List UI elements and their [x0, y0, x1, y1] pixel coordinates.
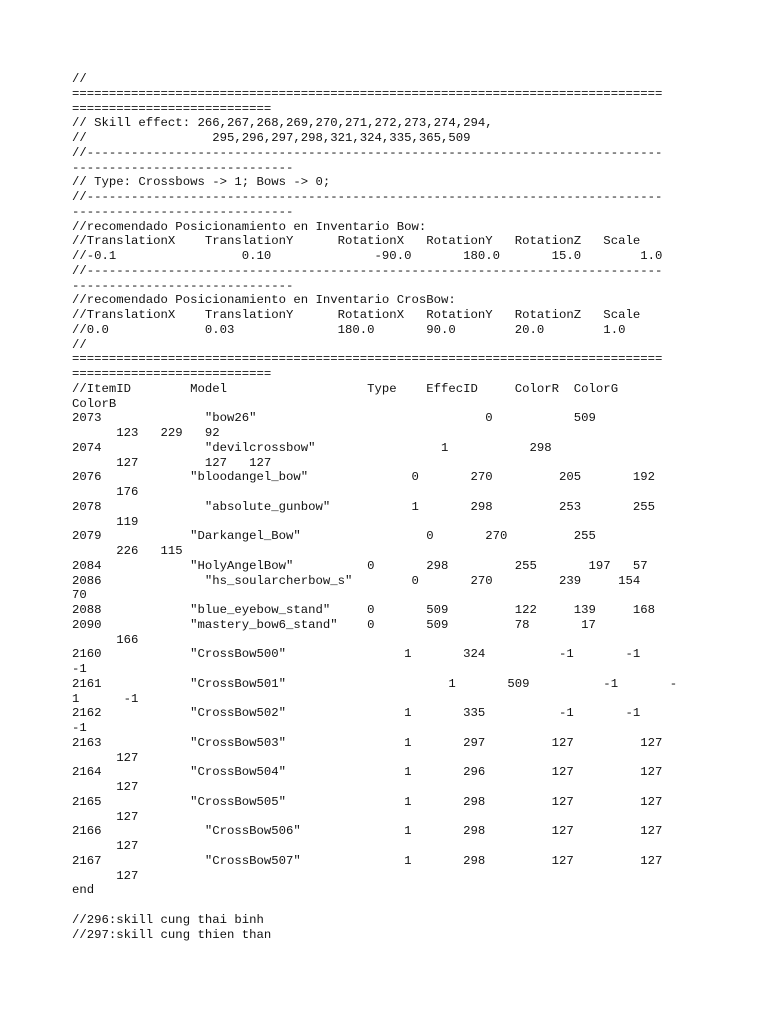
text-line: 127: [72, 809, 139, 824]
text-line: 2088 "blue_eyebow_stand" 0 509 122 139 168: [72, 603, 655, 617]
text-line: 2162 "CrossBow502" 1 335 -1 -1: [72, 706, 641, 721]
text-line: 127: [72, 780, 139, 794]
text-line: 176: [72, 485, 139, 499]
text-line: // 295,296,297,298,321,324,335,365,509: [72, 131, 471, 145]
text-line: 2079 "Darkangel_Bow" 0 270 255: [72, 529, 596, 544]
text-line: //296:skill cung thai binh: [72, 912, 264, 927]
text-line: 166: [72, 632, 139, 647]
text-line: 70: [72, 588, 87, 603]
separator-line: //------------------------------------------------------------------------------: [72, 263, 663, 278]
text-line: [72, 898, 702, 913]
text-line: 123 229 92: [72, 426, 220, 440]
text-line: 127: [72, 839, 139, 853]
separator-line: ===========================: [72, 367, 272, 381]
text-line: 2074 "devilcrossbow" 1 298: [72, 440, 552, 455]
text-line: 2160 "CrossBow500" 1 324 -1 -1: [72, 647, 641, 662]
text-line: 2090 "mastery_bow6_stand" 0 509 78 17: [72, 617, 596, 632]
separator-line: ------------------------------: [72, 278, 294, 293]
text-line: //: [72, 337, 87, 352]
text-line: -1: [72, 662, 87, 676]
text-line: 2167 "CrossBow507" 1 298 127 127: [72, 853, 663, 868]
text-line: ColorB: [72, 396, 117, 411]
text-line: 127: [72, 868, 139, 883]
text-line: 2165 "CrossBow505" 1 298 127 127: [72, 794, 663, 809]
text-line: 119: [72, 514, 139, 529]
text-line: // Skill effect: 266,267,268,269,270,271,272,273,274,294,: [72, 116, 493, 131]
separator-line: //------------------------------------------------------------------------------: [72, 190, 663, 204]
text-line: //0.0 0.03 180.0 90.0 20.0 1.0: [72, 322, 626, 337]
text-line: 2166 "CrossBow506" 1 298 127 127: [72, 824, 663, 839]
separator-line: ===========================: [72, 101, 272, 116]
text-line: //recomendado Posicionamiento en Inventario CrosBow:: [72, 293, 456, 308]
text-line: //297:skill cung thien than: [72, 927, 272, 942]
text-line: //TranslationX TranslationY RotationX RotationY RotationZ Scale: [72, 234, 641, 249]
text-line: 127 127 127: [72, 455, 272, 470]
text-line: //recomendado Posicionamiento en Inventario Bow:: [72, 219, 427, 234]
text-line: // Type: Crossbows -> 1; Bows -> 0;: [72, 175, 331, 190]
text-line: 2161 "CrossBow501" 1 509 -1 -: [72, 676, 678, 691]
text-line: 2086 "hs_soularcherbow_s" 0 270 239 154: [72, 573, 641, 588]
text-line: -1: [72, 721, 87, 735]
document-body: [72, 72, 702, 942]
text-line: 2164 "CrossBow504" 1 296 127 127: [72, 765, 663, 780]
text-line: 2073 "bow26" 0 509: [72, 411, 596, 426]
text-line: 2076 "bloodangel_bow" 0 270 205 192: [72, 470, 655, 485]
text-line: 2078 "absolute_gunbow" 1 298 253 255: [72, 499, 655, 514]
text-line: //-0.1 0.10 -90.0 180.0 15.0 1.0: [72, 249, 663, 263]
text-line: 2163 "CrossBow503" 1 297 127 127: [72, 735, 663, 750]
separator-line: ================================================================================: [72, 352, 663, 367]
text-line: //TranslationX TranslationY RotationX RotationY RotationZ Scale: [72, 308, 641, 322]
text-line: end: [72, 883, 95, 898]
separator-line: ================================================================================: [72, 86, 663, 101]
text-line: //ItemID Model Type EffecID ColorR ColorG: [72, 381, 619, 396]
text-line: 127: [72, 750, 139, 765]
text-line: //: [72, 72, 87, 86]
separator-line: //------------------------------------------------------------------------------: [72, 145, 663, 160]
separator-line: ------------------------------: [72, 160, 294, 175]
text-line: 2084 "HolyAngelBow" 0 298 255 197 57: [72, 558, 648, 573]
text-line: 1 -1: [72, 691, 139, 706]
text-line: 226 115: [72, 544, 183, 558]
separator-line: ------------------------------: [72, 204, 294, 219]
